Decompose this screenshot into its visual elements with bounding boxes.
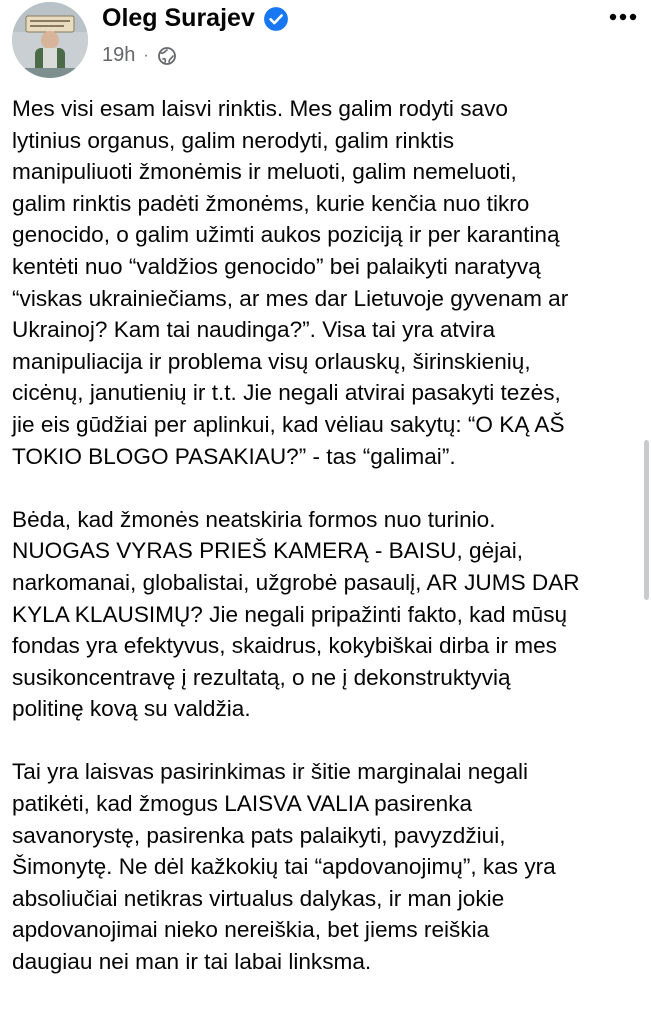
avatar[interactable] <box>12 2 88 78</box>
text-line: daugiau nei man ir tai labai linksma. <box>12 949 372 975</box>
text-line: “viskas ukrainiečiams, ar mes dar Lietuvoje gyvenam ar <box>12 285 569 311</box>
post-paragraph-2 <box>12 504 642 725</box>
text-line: Ukrainoj? Kam tai naudinga?”. Visa tai yra atvira <box>12 317 496 343</box>
text-line: politinę kovą su valdžia. <box>12 696 251 722</box>
text-line: patikėti, kad žmogus LAISVA VALIA pasirenka <box>12 791 473 817</box>
post-paragraph-3 <box>12 756 642 977</box>
meta-separator: · <box>143 46 149 64</box>
post-meta <box>102 44 177 67</box>
text-line: apdovanojimai nieko nereiškia, bet jiems reiškia <box>12 917 490 943</box>
text-line: NUOGAS VYRAS PRIEŠ KAMERĄ - BAISU, gėjai, <box>12 538 524 564</box>
author-row <box>102 4 289 33</box>
text-line: manipuliacija ir problema visų orlauskų, širinskienių, <box>12 348 531 374</box>
post-time[interactable]: 19h <box>102 44 136 66</box>
text-line: Tai yra laisvas pasirinkimas ir šitie marginalai negali <box>12 759 529 785</box>
text-line: Mes visi esam laisvi rinktis. Mes galim rodyti savo <box>12 96 508 121</box>
post-text <box>12 93 642 978</box>
text-line: fondas yra efektyvus, skaidrus, kokybiškai dirba ir mes <box>12 633 557 659</box>
more-options-icon[interactable] <box>609 12 637 22</box>
text-line: savanorystę, pasirenka pats palaikyti, pavyzdžiui, <box>12 822 506 848</box>
text-line: genocido, o galim užimti aukos poziciją ir per karantiną <box>12 222 560 248</box>
text-line: absoliučiai netikras virtualus dalykas, ir man jokie <box>12 885 505 911</box>
text-line: narkomanai, globalistai, užgrobė pasaulį, AR JUMS DAR <box>12 569 580 595</box>
post-header <box>12 0 639 90</box>
text-line: TOKIO BLOGO PASAKIAU?” - tas “galimai”. <box>12 443 456 469</box>
text-line: Bėda, kad žmonės neatskiria formos nuo turinio. <box>12 506 496 532</box>
text-line: jie eis gūdžiai per aplinkui, kad vėliau sakytų: “O KĄ AŠ <box>12 411 565 437</box>
avatar-photo <box>12 2 88 78</box>
post-paragraph-1 <box>12 93 642 472</box>
text-line: KYLA KLAUSIMŲ? Jie negali pripažinti fakto, kad mūsų <box>12 601 568 627</box>
text-line: Šimonytę. Ne dėl kažkokių tai “apdovanojimų”, kas yra <box>12 854 556 880</box>
globe-icon[interactable] <box>157 46 177 66</box>
text-line: lytinius organus, galim nerodyti, galim rinktis <box>12 127 455 153</box>
text-line: kentėti nuo “valdžios genocido” bei palaikyti naratyvą <box>12 253 541 279</box>
text-line: cicėnų, janutienių ir t.t. Jie negali atvirai pasakyti tezės, <box>12 380 561 406</box>
scrollbar[interactable] <box>644 440 649 600</box>
verified-badge-icon <box>263 6 289 32</box>
text-line: manipuliuoti žmonėmis ir meluoti, galim nemeluoti, <box>12 159 517 185</box>
text-line: galim rinktis padėti žmonėms, kurie kenčia nuo tikro <box>12 190 530 216</box>
author-name[interactable]: Oleg Surajev <box>102 4 255 32</box>
text-line: susikoncentravę į rezultatą, o ne į dekonstruktyvią <box>12 664 511 690</box>
